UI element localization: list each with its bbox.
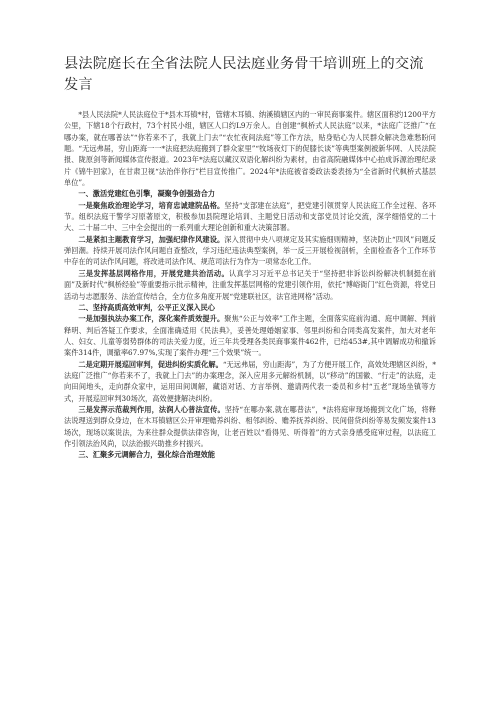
paragraph-text: “无远弗届，穷山距海”，为了方便开展工作，高效处理辖区纠纷，*法庭广泛推广“你若来不了，我就上门去”的办案理念，深入应用多元解纷机制，以“移动”的国徽、“行走”的法庭，走向田间地头，走向群众家中，运用田间调解，藏语对话、方言举例、邀请两代表一委员和乡村“五老”现场坐镇等方式，开展巡回审判30场次，高效便捷解决纠纷。 bbox=[64, 359, 436, 403]
body-paragraph bbox=[64, 359, 436, 404]
document-title: 县法院庭长在全省法院人民法庭业务骨干培训班上的交流发言 bbox=[64, 56, 424, 93]
paragraph-lead: 二是定期开展巡回审判，促进纠纷实质化解。 bbox=[78, 359, 223, 369]
section-heading: 一、激活党建红色引擎，凝聚争创强劲合力 bbox=[78, 189, 215, 199]
body-paragraph bbox=[64, 404, 436, 449]
paragraph-text: 坚持“在哪办案,就在哪普法”，*法将庭审现场搬到文化广场，将释法说理送到群众身边，在木耳镇辖区公开审理赡养纠纷、相邻纠纷、赡养抚养纠纷、民间借贷纠纷等易发频发案件13场次，现场以案说法，为来往群众提供法律咨询，让老百姓以“看得见、听得着”的方式亲身感受庭审过程，以法庭工作引领法治风尚，以法治振兴助推乡村振兴。 bbox=[64, 404, 436, 448]
paragraph-text: 聚焦“公正与效率”工作主题，全面落实庭前沟通、庭中调解、判前释明、判后答疑工作要求，全面准确适用《民法典》，妥善处理婚姻家事、邻里纠纷和合同类高发案件，加大对老年人、妇女、儿童等弱势群体的司法关爱力度，近三年共受理各类民商事案件462件，已结453#,其中调解成功和撤诉案件314件，调撤率67.97%,实现了案件办理“三个效果”统一。 bbox=[64, 314, 436, 358]
paragraph-text: 坚持“支部建在法庭”，把党建引领贯穿人民法庭工作全过程、各环节。组织法庭干警学习原著原文，积极参加县院理论培训、主题党日活动和支部党员讨论交流，深学细悟党的二十大、二十届二中、三中全会提出的一系列重大理论创新和重大决策部署。 bbox=[64, 200, 436, 233]
body-paragraph bbox=[64, 313, 436, 358]
paragraph-lead: 一是加强执法办案工作，深化案件质效提升。 bbox=[78, 314, 225, 324]
section-heading: 二、坚持高质高效审判，公平正义深入民心 bbox=[78, 302, 215, 312]
intro-paragraph: *县人民法院*人民法庭位于*县木耳镇*村，管辖木耳镇、纳溪镇辖区内的一审民商事案件。辖区面积约1200平方公里，下辖18个行政村，73个村民小组，辖区人口约L9万余人。自创建“枫桥式人民法庭”以来，*法庭广泛推广“在哪办案，就在哪普法”“你若来不了，我就上门去”“农忙夜间法庭”等工作方法，贴身贴心为人民群众解决急难愁盼问题。“无远弗届，穷山距海一一*法庭把法庭搬到了群众家里”“牧场夜灯下的促膝长谈”等典型案例被新华网、人民法院报、陇原剑等新闻媒体宣传报道。2023年*法庭以藏汉双语化解纠纷为素材，由省高院融媒体中心拍成诉源治理纪录片《锦牛回家》，在甘肃卫视“法治伴你行”栏目宣传推广。2024年*法庭被省委政法委表扬为“全省新时代枫桥式基层单位”。 bbox=[64, 110, 436, 188]
paragraph-lead: 三是发挥示范裁判作用，法润人心普法宣传。 bbox=[78, 404, 225, 414]
paragraph-text: 深入贯彻中央八项规定及其实施细则精神，坚决防止“四风”问题反弹回潮。持续开展司法作风问题自查整改，学习违纪违法典型案例，举一反三开展检视剖析，全面检查各个工作环节中存在的司法作风问题，将改进司法作风、规范司法行为作为一项常态化工作。 bbox=[64, 234, 436, 267]
document-body bbox=[64, 109, 436, 461]
body-paragraph bbox=[64, 268, 436, 302]
body-paragraph bbox=[64, 200, 436, 234]
section-heading: 三、汇聚多元调解合力，强化综合治理效能 bbox=[78, 450, 215, 460]
paragraph-lead: 三是发挥基层网格作用，开展党建共治活动。 bbox=[78, 268, 229, 278]
paragraph-text: 认真学习习近平总书记关于“坚持把非诉讼纠纷解决机制挺在前面”及新时代“枫桥经验”等重要指示批示精神，注重发挥基层网格的党建引领作用，依托“博峪衙门”红色资源，将党日活动与志愿服务、法治宣传结合，全方位多角度开展“党建联社区，法官进网格”活动。 bbox=[64, 268, 436, 301]
paragraph-lead: 二是紧扣主题教育学习，加强纪律作风建设。 bbox=[78, 234, 225, 244]
paragraph-lead: 一是聚焦政治理论学习，培育忠诚建院品格。 bbox=[78, 200, 225, 210]
body-paragraph bbox=[64, 234, 436, 268]
